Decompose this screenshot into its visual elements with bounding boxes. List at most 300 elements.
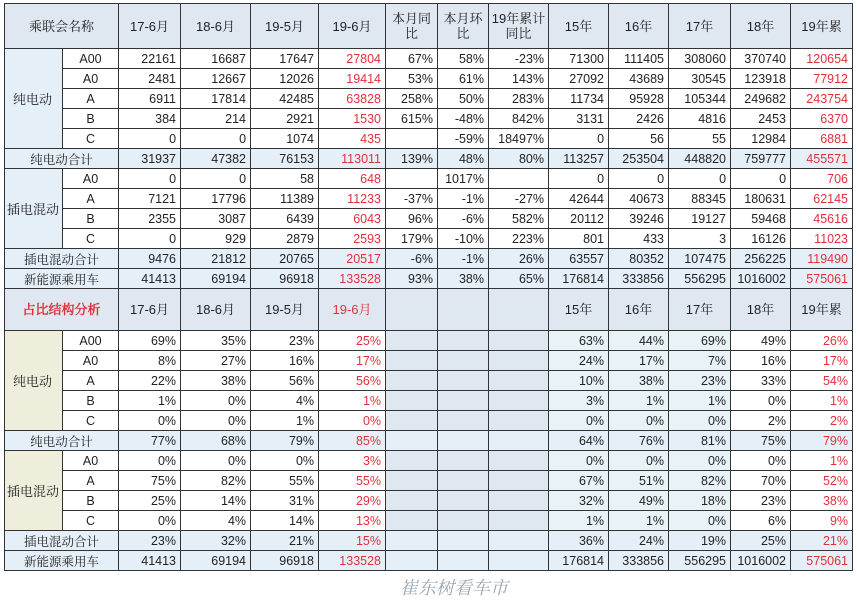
row-label: A00 (63, 331, 119, 351)
row-label: 插电混动合计 (5, 531, 119, 551)
table-cell: 22% (119, 371, 181, 391)
table-cell: 0% (731, 451, 791, 471)
table-cell: 41413 (119, 269, 181, 289)
table-cell: 1% (119, 391, 181, 411)
table-cell: 842% (489, 109, 549, 129)
table-cell: 59468 (731, 209, 791, 229)
table-cell: 56% (251, 371, 319, 391)
table-cell: 77% (119, 431, 181, 451)
group-label: 纯电动 (5, 49, 63, 149)
table-cell: 69% (119, 331, 181, 351)
table-cell: 253504 (609, 149, 669, 169)
table-cell: 1% (791, 391, 853, 411)
bottom-header-row (5, 289, 853, 331)
table-cell (386, 531, 438, 551)
column-header: 18-6月 (181, 289, 251, 331)
table-cell: 9% (791, 511, 853, 531)
table-cell: 0% (549, 451, 609, 471)
table-cell: 42644 (549, 189, 609, 209)
table-cell: 48% (438, 149, 489, 169)
table-cell (438, 531, 489, 551)
table-cell: 648 (319, 169, 386, 189)
table-cell: 61% (438, 69, 489, 89)
table-cell: 23% (669, 371, 731, 391)
table-cell: 0 (731, 169, 791, 189)
row-label: 插电混动合计 (5, 249, 119, 269)
table-cell: 0% (181, 411, 251, 431)
table-cell: 556295 (669, 269, 731, 289)
table-cell: 12984 (731, 129, 791, 149)
table-cell: 29% (319, 491, 386, 511)
table-cell: 18% (669, 491, 731, 511)
table-cell: 18497% (489, 129, 549, 149)
table-cell: 9476 (119, 249, 181, 269)
row-label: A (63, 471, 119, 491)
table-cell: 2481 (119, 69, 181, 89)
table-row (5, 471, 853, 491)
table-cell: 21% (251, 531, 319, 551)
row-label: A (63, 89, 119, 109)
table-cell: -23% (489, 49, 549, 69)
table-cell: 53% (386, 69, 438, 89)
table-cell: 582% (489, 209, 549, 229)
table-cell (438, 471, 489, 491)
column-header: 15年 (549, 4, 609, 49)
table-cell: 0 (549, 129, 609, 149)
column-header: 19年累 (791, 289, 853, 331)
table-cell (489, 411, 549, 431)
table-cell: 63% (549, 331, 609, 351)
table-cell: 7121 (119, 189, 181, 209)
table-cell: 2453 (731, 109, 791, 129)
column-header: 15年 (549, 289, 609, 331)
table-cell: 0% (119, 511, 181, 531)
table-row (5, 169, 853, 189)
table-cell: 6043 (319, 209, 386, 229)
table-cell: 6439 (251, 209, 319, 229)
table-cell: 96918 (251, 269, 319, 289)
table-cell: 1% (609, 391, 669, 411)
table-cell: 80352 (609, 249, 669, 269)
table-cell: 139% (386, 149, 438, 169)
table-row (5, 451, 853, 471)
table-cell: 6911 (119, 89, 181, 109)
table-cell: 35% (181, 331, 251, 351)
table-cell: 801 (549, 229, 609, 249)
group-label: 纯电动 (5, 331, 63, 431)
column-header: 19年累计同比 (489, 4, 549, 49)
table-cell: 176814 (549, 269, 609, 289)
table-cell: 0% (669, 451, 731, 471)
table-cell: 2921 (251, 109, 319, 129)
table-cell (438, 371, 489, 391)
table-cell: 65% (489, 269, 549, 289)
table-row (5, 129, 853, 149)
table-cell: -10% (438, 229, 489, 249)
table-cell: 24% (609, 531, 669, 551)
table-cell: 58 (251, 169, 319, 189)
table-cell: 15% (319, 531, 386, 551)
table-cell: 19414 (319, 69, 386, 89)
table-cell: 0% (181, 391, 251, 411)
table-cell: 58% (438, 49, 489, 69)
table-cell (489, 169, 549, 189)
table-cell: 1016002 (731, 269, 791, 289)
column-header: 18年 (731, 289, 791, 331)
table-row (5, 69, 853, 89)
table-cell: 27% (181, 351, 251, 371)
table-cell (438, 431, 489, 451)
table-cell (489, 511, 549, 531)
table-cell: -48% (438, 109, 489, 129)
row-label: A0 (63, 169, 119, 189)
grand-total-row (5, 269, 853, 289)
table-cell: 556295 (669, 551, 731, 571)
table-cell: 38% (181, 371, 251, 391)
table-cell: 333856 (609, 269, 669, 289)
table-cell: 40673 (609, 189, 669, 209)
table-cell: 69194 (181, 551, 251, 571)
table-cell: 82% (669, 471, 731, 491)
table-cell: 25% (119, 491, 181, 511)
table-cell: 21812 (181, 249, 251, 269)
table-cell: 11023 (791, 229, 853, 249)
nev-sales-table (4, 3, 853, 571)
column-header: 17-6月 (119, 289, 181, 331)
table-cell: 433 (609, 229, 669, 249)
table-cell (438, 331, 489, 351)
table-cell (489, 331, 549, 351)
group-label: 插电混动 (5, 451, 63, 531)
table-cell: 22161 (119, 49, 181, 69)
column-header: 19-6月 (319, 289, 386, 331)
table-cell: 0% (119, 451, 181, 471)
column-header: 19-5月 (251, 4, 319, 49)
row-label: C (63, 511, 119, 531)
table-cell: 17% (609, 351, 669, 371)
subtotal-row (5, 531, 853, 551)
table-cell: 0 (119, 169, 181, 189)
table-cell: 54% (791, 371, 853, 391)
table-cell: 49% (731, 331, 791, 351)
table-cell: 93% (386, 269, 438, 289)
table-cell: 1016002 (731, 551, 791, 571)
table-cell: 455571 (791, 149, 853, 169)
table-cell: 143% (489, 69, 549, 89)
table-cell: 82% (181, 471, 251, 491)
table-cell: 30545 (669, 69, 731, 89)
table-cell: 120654 (791, 49, 853, 69)
grand-total-row (5, 551, 853, 571)
table-cell (386, 371, 438, 391)
row-label: 新能源乘用车 (5, 269, 119, 289)
table-cell: 0% (119, 411, 181, 431)
table-cell: 76153 (251, 149, 319, 169)
table-cell: 249682 (731, 89, 791, 109)
column-header (386, 289, 438, 331)
table-cell: 38% (438, 269, 489, 289)
row-label: C (63, 411, 119, 431)
column-header (438, 289, 489, 331)
table-cell: 41413 (119, 551, 181, 571)
column-header: 17-6月 (119, 4, 181, 49)
table-cell: 21% (791, 531, 853, 551)
table-cell: 88345 (669, 189, 731, 209)
table-cell: 27804 (319, 49, 386, 69)
table-cell: 32% (181, 531, 251, 551)
section-title: 乘联会名称 (5, 4, 119, 49)
table-cell: 16126 (731, 229, 791, 249)
table-cell: 113011 (319, 149, 386, 169)
table-cell: 11233 (319, 189, 386, 209)
row-label: A0 (63, 451, 119, 471)
table-cell: 16% (731, 351, 791, 371)
table-cell: 575061 (791, 551, 853, 571)
table-cell (489, 391, 549, 411)
table-cell: 256225 (731, 249, 791, 269)
table-cell: 0 (119, 129, 181, 149)
table-cell (386, 491, 438, 511)
table-row (5, 511, 853, 531)
table-cell: 14% (181, 491, 251, 511)
row-label: A (63, 371, 119, 391)
table-cell: 0 (609, 169, 669, 189)
table-cell: 107475 (669, 249, 731, 269)
table-cell: 77912 (791, 69, 853, 89)
table-cell: 31% (251, 491, 319, 511)
table-cell: 283% (489, 89, 549, 109)
row-label: A00 (63, 49, 119, 69)
table-row (5, 371, 853, 391)
table-cell: 1530 (319, 109, 386, 129)
table-cell (386, 431, 438, 451)
row-label: C (63, 229, 119, 249)
table-cell: 12026 (251, 69, 319, 89)
table-cell (489, 471, 549, 491)
row-label: B (63, 491, 119, 511)
table-cell: 67% (386, 49, 438, 69)
table-cell: -1% (438, 189, 489, 209)
subtotal-row (5, 431, 853, 451)
table-cell: 38% (791, 491, 853, 511)
table-cell: 68% (181, 431, 251, 451)
table-cell: -6% (386, 249, 438, 269)
table-cell: 105344 (669, 89, 731, 109)
table-cell (438, 451, 489, 471)
column-header: 18年 (731, 4, 791, 49)
table-cell (489, 531, 549, 551)
table-cell: 55% (319, 471, 386, 491)
table-cell: 370740 (731, 49, 791, 69)
table-cell: 25% (731, 531, 791, 551)
table-cell (438, 511, 489, 531)
row-label: B (63, 391, 119, 411)
table-row (5, 229, 853, 249)
table-cell (438, 391, 489, 411)
table-cell: 23% (251, 331, 319, 351)
table-cell: 67% (549, 471, 609, 491)
table-cell: 133528 (319, 269, 386, 289)
table-cell: 75% (731, 431, 791, 451)
table-row (5, 491, 853, 511)
table-cell: 2426 (609, 109, 669, 129)
table-cell: 44% (609, 331, 669, 351)
table-cell: 31937 (119, 149, 181, 169)
table-cell: 176814 (549, 551, 609, 571)
table-cell: -1% (438, 249, 489, 269)
table-cell: 448820 (669, 149, 731, 169)
table-cell: 0% (319, 411, 386, 431)
table-row (5, 209, 853, 229)
table-cell (386, 451, 438, 471)
table-cell: 17647 (251, 49, 319, 69)
row-label: C (63, 129, 119, 149)
table-cell (438, 411, 489, 431)
table-cell: 0 (549, 169, 609, 189)
table-cell: 1% (549, 511, 609, 531)
table-cell: 69194 (181, 269, 251, 289)
table-cell: 39246 (609, 209, 669, 229)
table-cell: 47382 (181, 149, 251, 169)
table-cell: 43689 (609, 69, 669, 89)
table-cell: 13% (319, 511, 386, 531)
table-row (5, 331, 853, 351)
table-cell: 63557 (549, 249, 609, 269)
table-cell: 6370 (791, 109, 853, 129)
table-cell: 7% (669, 351, 731, 371)
table-cell: 14% (251, 511, 319, 531)
subtotal-row (5, 149, 853, 169)
table-cell: 17796 (181, 189, 251, 209)
table-cell (489, 351, 549, 371)
group-label: 插电混动 (5, 169, 63, 249)
table-cell: 55 (669, 129, 731, 149)
table-cell: 2879 (251, 229, 319, 249)
table-cell: 62145 (791, 189, 853, 209)
table-cell: 71300 (549, 49, 609, 69)
row-label: 新能源乘用车 (5, 551, 119, 571)
table-cell: 64% (549, 431, 609, 451)
table-cell: 20765 (251, 249, 319, 269)
table-cell: 0 (669, 169, 731, 189)
table-cell: -6% (438, 209, 489, 229)
table-row (5, 109, 853, 129)
column-header: 17年 (669, 4, 731, 49)
table-cell (489, 551, 549, 571)
table-cell: 75% (119, 471, 181, 491)
table-cell: 32% (549, 491, 609, 511)
table-cell: 1% (251, 411, 319, 431)
table-cell: 575061 (791, 269, 853, 289)
table-row (5, 189, 853, 209)
table-cell: 0 (119, 229, 181, 249)
table-cell: 384 (119, 109, 181, 129)
table-cell: 10% (549, 371, 609, 391)
table-cell (386, 331, 438, 351)
table-cell: 759777 (731, 149, 791, 169)
table-cell: 1% (791, 451, 853, 471)
table-cell: 96% (386, 209, 438, 229)
table-cell: 96918 (251, 551, 319, 571)
table-cell: 258% (386, 89, 438, 109)
table-cell: 33% (731, 371, 791, 391)
table-cell: 1017% (438, 169, 489, 189)
table-cell (489, 371, 549, 391)
table-cell: 0% (609, 411, 669, 431)
table-cell: 113257 (549, 149, 609, 169)
table-cell: 0% (669, 411, 731, 431)
table-cell: 0 (181, 129, 251, 149)
table-cell (386, 471, 438, 491)
table-cell: 0% (669, 511, 731, 531)
table-cell: 55% (251, 471, 319, 491)
table-cell: -27% (489, 189, 549, 209)
table-cell: 0% (609, 451, 669, 471)
table-cell: 11734 (549, 89, 609, 109)
table-cell (438, 491, 489, 511)
table-cell: 16% (251, 351, 319, 371)
table-cell: 63828 (319, 89, 386, 109)
table-cell: 38% (609, 371, 669, 391)
table-cell: 76% (609, 431, 669, 451)
table-cell: 2% (791, 411, 853, 431)
column-header: 18-6月 (181, 4, 251, 49)
watermark: 崔东树看车市 (400, 578, 508, 598)
table-cell: 1% (319, 391, 386, 411)
table-cell: 23% (731, 491, 791, 511)
row-label: A (63, 189, 119, 209)
column-header: 16年 (609, 289, 669, 331)
table-cell: 1% (609, 511, 669, 531)
table-row (5, 411, 853, 431)
table-cell: 0% (731, 391, 791, 411)
table-cell: 615% (386, 109, 438, 129)
column-header: 19-5月 (251, 289, 319, 331)
table-cell: 80% (489, 149, 549, 169)
table-cell: -37% (386, 189, 438, 209)
table-cell: 308060 (669, 49, 731, 69)
table-cell (438, 551, 489, 571)
table-row (5, 49, 853, 69)
table-cell (386, 551, 438, 571)
table-cell: 0 (181, 169, 251, 189)
column-header (489, 289, 549, 331)
table-cell: 16687 (181, 49, 251, 69)
table-cell: 19127 (669, 209, 731, 229)
table-cell: 3% (319, 451, 386, 471)
table-cell: 1074 (251, 129, 319, 149)
table-cell: 17814 (181, 89, 251, 109)
table-cell: 56 (609, 129, 669, 149)
table-cell: 26% (489, 249, 549, 269)
row-label: 纯电动合计 (5, 431, 119, 451)
table-cell: 11389 (251, 189, 319, 209)
table-cell: 6% (731, 511, 791, 531)
table-cell: 1% (669, 391, 731, 411)
table-cell (386, 169, 438, 189)
table-cell: -59% (438, 129, 489, 149)
table-cell: 69% (669, 331, 731, 351)
table-cell (386, 511, 438, 531)
table-cell: 56% (319, 371, 386, 391)
table-cell: 2% (731, 411, 791, 431)
table-cell: 0% (181, 451, 251, 471)
table-cell (489, 491, 549, 511)
table-cell: 8% (119, 351, 181, 371)
table-cell: 3% (549, 391, 609, 411)
table-cell: 79% (251, 431, 319, 451)
table-cell: 4% (251, 391, 319, 411)
